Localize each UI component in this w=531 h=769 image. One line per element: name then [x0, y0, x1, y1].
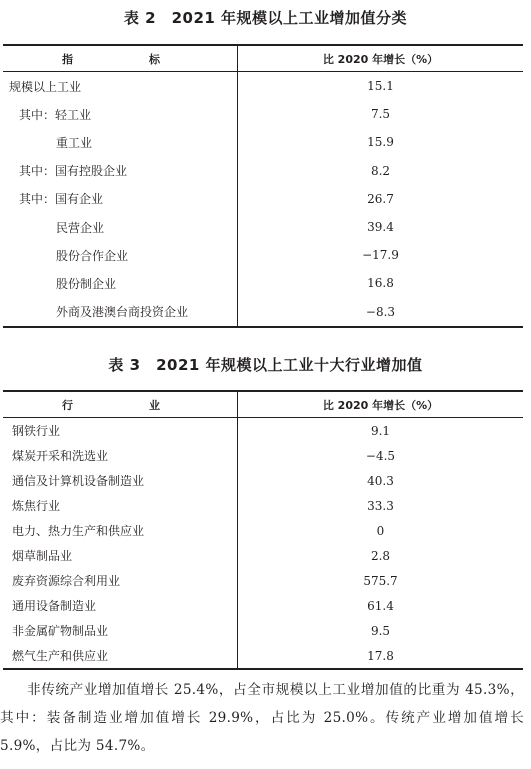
row-value: 2.8 — [238, 543, 524, 568]
row-label: 通信及计算机设备制造业 — [12, 474, 145, 488]
table2-body — [3, 72, 523, 327]
row-value: 575.7 — [238, 568, 524, 593]
table3-header-growth: 比 2020 年增长（%） — [238, 391, 524, 418]
table-row — [3, 493, 523, 518]
row-label: 烟草制品业 — [12, 549, 73, 563]
table3 — [3, 390, 523, 670]
row-value: −8.3 — [238, 298, 524, 327]
table-row — [3, 593, 523, 618]
table-row — [3, 468, 523, 493]
row-value: 61.4 — [238, 593, 524, 618]
row-label: 民营企业 — [56, 220, 105, 235]
row-value: 39.4 — [238, 213, 524, 241]
row-label: 燃气生产和供应业 — [3, 643, 238, 669]
table2 — [3, 44, 523, 328]
row-label: 其中：国有企业 — [19, 192, 104, 207]
row-value: 40.3 — [238, 468, 524, 493]
table-row — [3, 518, 523, 543]
row-label: 钢铁行业 — [12, 424, 61, 438]
row-label: 股份合作企业 — [56, 248, 129, 263]
table-row — [3, 241, 523, 269]
row-value: 15.1 — [238, 72, 524, 101]
table3-header-industry: 行 业 — [3, 391, 238, 418]
row-value: 26.7 — [238, 185, 524, 213]
table-row — [3, 418, 523, 444]
row-label: 电力、热力生产和供应业 — [12, 524, 145, 538]
row-label: 股份制企业 — [56, 276, 117, 291]
table2-header-indicator: 指 标 — [3, 45, 238, 72]
row-value: 7.5 — [238, 100, 524, 128]
table3-caption: 表 3 2021 年规模以上工业十大行业增加值 — [108, 356, 423, 374]
row-label: 通用设备制造业 — [12, 599, 97, 613]
row-value: 0 — [238, 518, 524, 543]
table-row — [3, 443, 523, 468]
table2-header-growth: 比 2020 年增长（%） — [238, 45, 524, 72]
row-label: 废弃资源综合利用业 — [12, 574, 121, 588]
table-row — [3, 72, 523, 101]
table3-body — [3, 418, 523, 670]
table-row — [3, 185, 523, 213]
row-label: 重工业 — [56, 135, 93, 150]
table-row — [3, 298, 523, 327]
table2-caption: 表 2 2021 年规模以上工业增加值分类 — [123, 9, 408, 27]
table-row — [3, 618, 523, 643]
row-label: 外商及港澳台商投资企业 — [3, 298, 238, 327]
row-value: 16.8 — [238, 269, 524, 297]
row-value: −17.9 — [238, 241, 524, 269]
row-label: 规模以上工业 — [9, 79, 82, 94]
table3-header-row — [3, 391, 523, 418]
row-value: 15.9 — [238, 128, 524, 156]
row-value: 9.5 — [238, 618, 524, 643]
table-row — [3, 568, 523, 593]
row-value: 8.2 — [238, 157, 524, 185]
summary-paragraph: 非传统产业增加值增长 25.4%，占全市规模以上工业增加值的比重为 45.3%，其中：装备制造业增加值增长 29.9%，占比为 25.0%。传统产业增加值增长 5.9%，占比为 54.7%。 — [0, 682, 524, 754]
table-row — [3, 213, 523, 241]
table-row — [3, 157, 523, 185]
table-row — [3, 643, 523, 669]
row-label: 炼焦行业 — [12, 499, 61, 513]
row-value: 33.3 — [238, 493, 524, 518]
row-label: 煤炭开采和洗选业 — [12, 449, 109, 463]
row-value: 9.1 — [238, 418, 524, 444]
table-row — [3, 100, 523, 128]
table-row — [3, 128, 523, 156]
row-label: 非金属矿物制品业 — [12, 624, 109, 638]
row-label: 其中：轻工业 — [19, 107, 92, 122]
row-label: 其中：国有控股企业 — [19, 164, 128, 179]
table-row — [3, 269, 523, 297]
table2-header-row — [3, 45, 523, 72]
row-value: −4.5 — [238, 443, 524, 468]
row-value: 17.8 — [238, 643, 524, 669]
table-row — [3, 543, 523, 568]
